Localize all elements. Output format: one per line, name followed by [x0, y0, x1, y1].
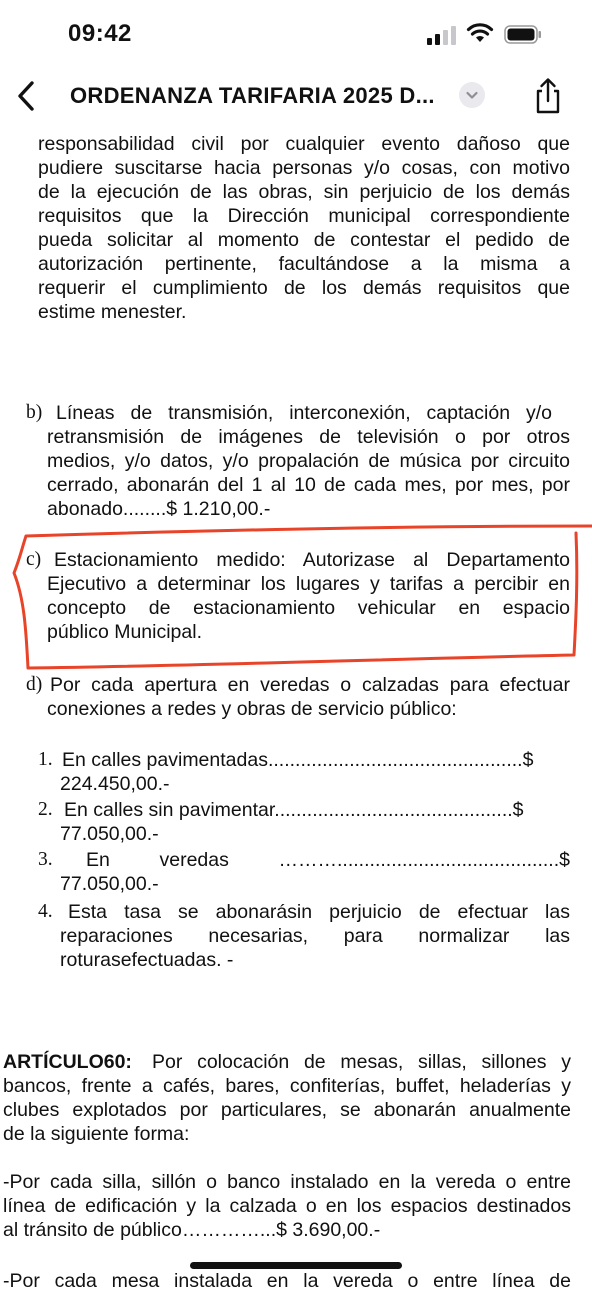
list-marker: 3. [38, 849, 53, 870]
list-marker: b) [26, 402, 43, 423]
list-marker: 1. [38, 749, 53, 770]
navigation-bar [0, 66, 592, 128]
paragraph-line: -Por cada silla, sillón o banco instalado en la vereda o entre [3, 1171, 571, 1193]
fee-line: En veredas ……….........................................$ [86, 849, 570, 871]
fee-amount: 77.050,00.- [60, 873, 159, 895]
paragraph-line: de la ejecución de las obras, sin perjuicio de los demás [38, 181, 570, 203]
paragraph-line: autorización pertinente, facultándose a la misma a [38, 253, 570, 275]
paragraph-line: estime menester. [38, 301, 187, 323]
wifi-icon [466, 22, 494, 44]
list-item-line: concepto de estacionamiento vehicular en espacio [47, 597, 570, 619]
fee-line: En calles pavimentadas...............................................$ [62, 749, 534, 771]
paragraph-line: pueda solicitar al momento de contestar el pedido de [38, 229, 570, 251]
paragraph-line: responsabilidad civil por cualquier evento dañoso que [38, 133, 570, 155]
list-item-line: conexiones a redes y obras de servicio público: [47, 698, 457, 720]
title-menu-button[interactable] [459, 82, 485, 108]
list-marker: 2. [38, 799, 53, 820]
article-line: clubes explotados por particulares, se abonarán anualmente [3, 1099, 571, 1121]
list-marker: c) [26, 549, 42, 570]
share-button[interactable] [530, 76, 566, 116]
chevron-left-icon [12, 78, 44, 114]
list-item-line: Por cada apertura en veredas o calzadas para efectuar [50, 674, 570, 696]
list-item-line: reparaciones necesarias, para normalizar las [60, 925, 570, 947]
paragraph-line: al tránsito de público…………...$ 3.690,00.- [3, 1219, 381, 1241]
list-item-line: abonado........$ 1.210,00.- [47, 498, 271, 520]
fee-line: En calles sin pavimentar............................................$ [64, 799, 524, 821]
status-time: 09:42 [68, 20, 132, 47]
chevron-down-icon [459, 82, 485, 108]
article-line: Por colocación de mesas, sillas, sillones y [152, 1051, 571, 1073]
paragraph-line: -Por cada mesa instalada en la vereda o entre línea de [3, 1270, 571, 1292]
home-indicator[interactable] [190, 1262, 402, 1269]
fee-amount: 77.050,00.- [60, 823, 159, 845]
list-marker: d) [26, 674, 43, 695]
article-heading: ARTÍCULO60: [3, 1051, 132, 1073]
paragraph-line: requerir el cumplimiento de los demás requisitos que [38, 277, 570, 299]
document-page[interactable] [0, 128, 592, 1292]
cellular-signal-icon [427, 25, 459, 45]
share-icon [530, 76, 566, 116]
list-item-line: medios, y/o datos, y/o propalación de música por circuito [47, 450, 570, 472]
list-item-line: cerrado, abonarán del 1 al 10 de cada mes, por mes, por [47, 474, 570, 496]
list-item-line: público Municipal. [47, 621, 203, 643]
document-title[interactable]: ORDENANZA TARIFARIA 2025 D... [70, 83, 435, 108]
paragraph-line: pudiere suscitarse hacia personas y/o cosas, con motivo [38, 157, 570, 179]
list-item-line: roturasefectuadas. - [60, 949, 234, 971]
list-marker: 4. [38, 901, 53, 922]
fee-amount: 224.450,00.- [60, 773, 170, 795]
status-bar [0, 0, 592, 66]
list-item-line: Esta tasa se abonarásin perjuicio de efectuar las [68, 901, 570, 923]
paragraph-line: línea de edificación y la calzada o en los espacios destinados [3, 1195, 571, 1217]
list-item-line: Estacionamiento medido: Autorizase al Departamento [54, 549, 570, 571]
back-button[interactable] [12, 78, 44, 114]
paragraph-line: requisitos que la Dirección municipal correspondiente [38, 205, 570, 227]
article-line: bancos, frente a cafés, bares, confiterías, buffet, heladerías y [3, 1075, 571, 1097]
list-item-line: Líneas de transmisión, interconexión, captación y/o [56, 402, 552, 424]
battery-icon [504, 25, 542, 44]
list-item-line: retransmisión de imágenes de televisión o por otros [47, 426, 570, 448]
article-line: de la siguiente forma: [3, 1123, 190, 1145]
list-item-line: Ejecutivo a determinar los lugares y tarifas a percibir en [47, 573, 570, 595]
